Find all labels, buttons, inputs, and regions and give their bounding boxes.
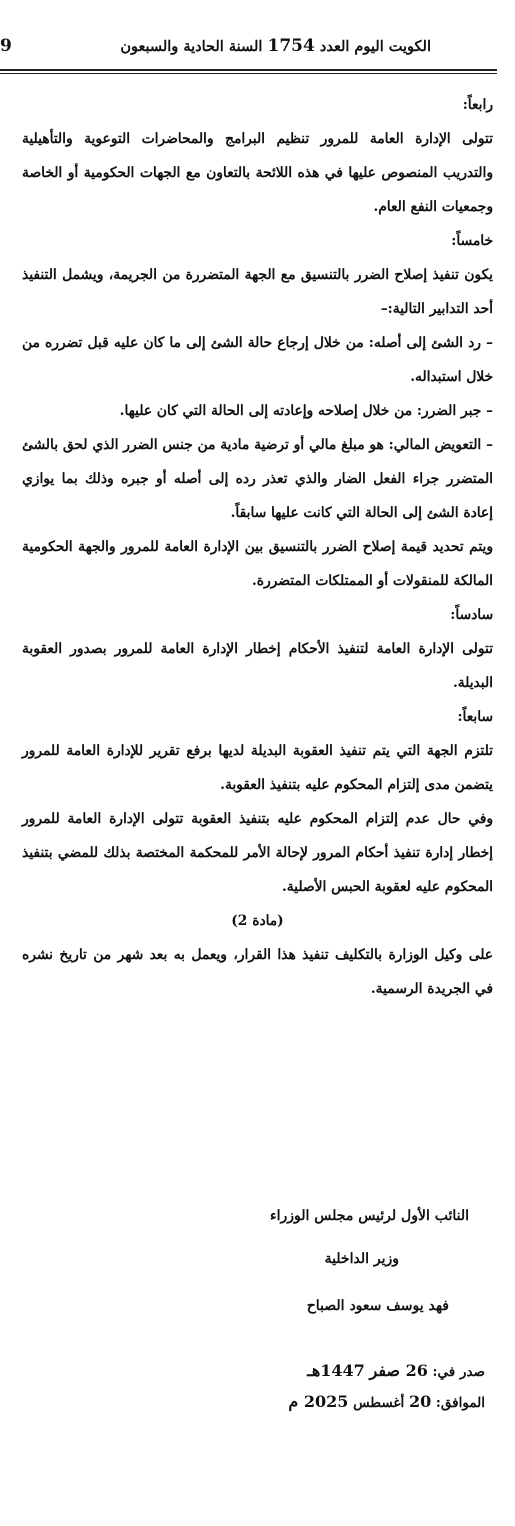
page-number: 9 [0, 36, 12, 56]
header-rule-thin [0, 73, 497, 74]
paragraph: – رد الشئ إلى أصله: من خلال إرجاع حالة الشئ إلى ما كان عليه قبل تضرره من خلال استبداله. [22, 335, 493, 385]
article-body [22, 88, 493, 1006]
issue-date-block [288, 1356, 485, 1418]
signatory-title-2: وزير الداخلية [324, 1251, 399, 1267]
header-title-prefix: الكويت اليوم العدد [319, 38, 431, 55]
section-label: سابعاً: [457, 709, 493, 725]
paragraph: تتولى الإدارة العامة للمرور تنظيم البرامج والمحاضرات التوعوية والتأهيلية والتدريب المنصوص عليها في هذه اللائحة بالتعاون مع الجهات الحكومية أو الخاصة وجمعيات النفع العام. [22, 131, 493, 215]
paragraph: تتولى الإدارة العامة لتنفيذ الأحكام إخطار الإدارة العامة للمرور بصدور العقوبة البديلة. [22, 641, 493, 691]
signatory-name: فهد يوسف سعود الصباح [306, 1298, 449, 1314]
header-title [120, 36, 431, 56]
paragraph: تلتزم الجهة التي يتم تنفيذ العقوبة البديلة لديها برفع تقرير للإدارة العامة للمرور يتضمن مدى إلتزام المحكوم عليه بتنفيذ العقوبة. [22, 743, 493, 793]
section-label: سادساً: [450, 607, 493, 623]
corresponding-label: الموافق: [435, 1395, 485, 1411]
issued-line [288, 1356, 485, 1387]
issued-label: صدر في: [432, 1364, 485, 1380]
header-title-suffix: السنة الحادية والسبعون [120, 38, 263, 55]
section-label: رابعاً: [462, 97, 493, 113]
paragraph: على وكيل الوزارة بالتكليف تنفيذ هذا القرار، ويعمل به بعد شهر من تاريخ نشره في الجريدة الرسمية. [22, 947, 493, 997]
paragraph: وفي حال عدم إلتزام المحكوم عليه بتنفيذ العقوبة تتولى الإدارة العامة للمرور إخطار إدارة تنفيذ أحكام المرور لإحالة الأمر للمحكمة المختصة بذلك للمضي بتنفيذ المحكوم عليه لعقوبة الحبس الأصلية. [22, 811, 493, 895]
paragraph: – التعويض المالي: هو مبلغ مالي أو ترضية مادية من جنس الضرر الذي لحق بالشئ المتضرر جراء الفعل الضار والذي تعذر رده إلى أصله أو جبره وذلك بما يوازي إعادة الشئ إلى الحالة التي كانت عليها سابقاً. [22, 437, 493, 521]
hijri-day-month: 26 صفر [369, 1361, 428, 1380]
gregorian-day: 20 [408, 1392, 432, 1411]
paragraph: ويتم تحديد قيمة إصلاح الضرر بالتنسيق بين الإدارة العامة للمرور والجهة الحكومية المالكة للمنقولات أو الممتلكات المتضررة. [22, 539, 493, 589]
issue-number: 1754 [267, 36, 315, 56]
paragraph: يكون تنفيذ إصلاح الضرر بالتنسيق مع الجهة المتضررة من الجريمة، ويشمل التنفيذ أحد التدابير التالية:– [22, 267, 493, 317]
signatory-title-1: النائب الأول لرئيس مجلس الوزراء [270, 1208, 469, 1224]
section-label: خامساً: [451, 233, 493, 249]
paragraph: – جبر الضرر: من خلال إصلاحه وإعادته إلى الحالة التي كان عليها. [119, 403, 493, 419]
gregorian-year: 2025 م [288, 1392, 349, 1411]
gregorian-month: أغسطس [353, 1395, 405, 1411]
article-heading: (مادة 2) [231, 913, 284, 929]
hijri-year: 1447هـ [307, 1361, 365, 1380]
header-rule-thick [0, 69, 497, 71]
corresponding-line [288, 1387, 485, 1418]
page-header [0, 32, 515, 66]
